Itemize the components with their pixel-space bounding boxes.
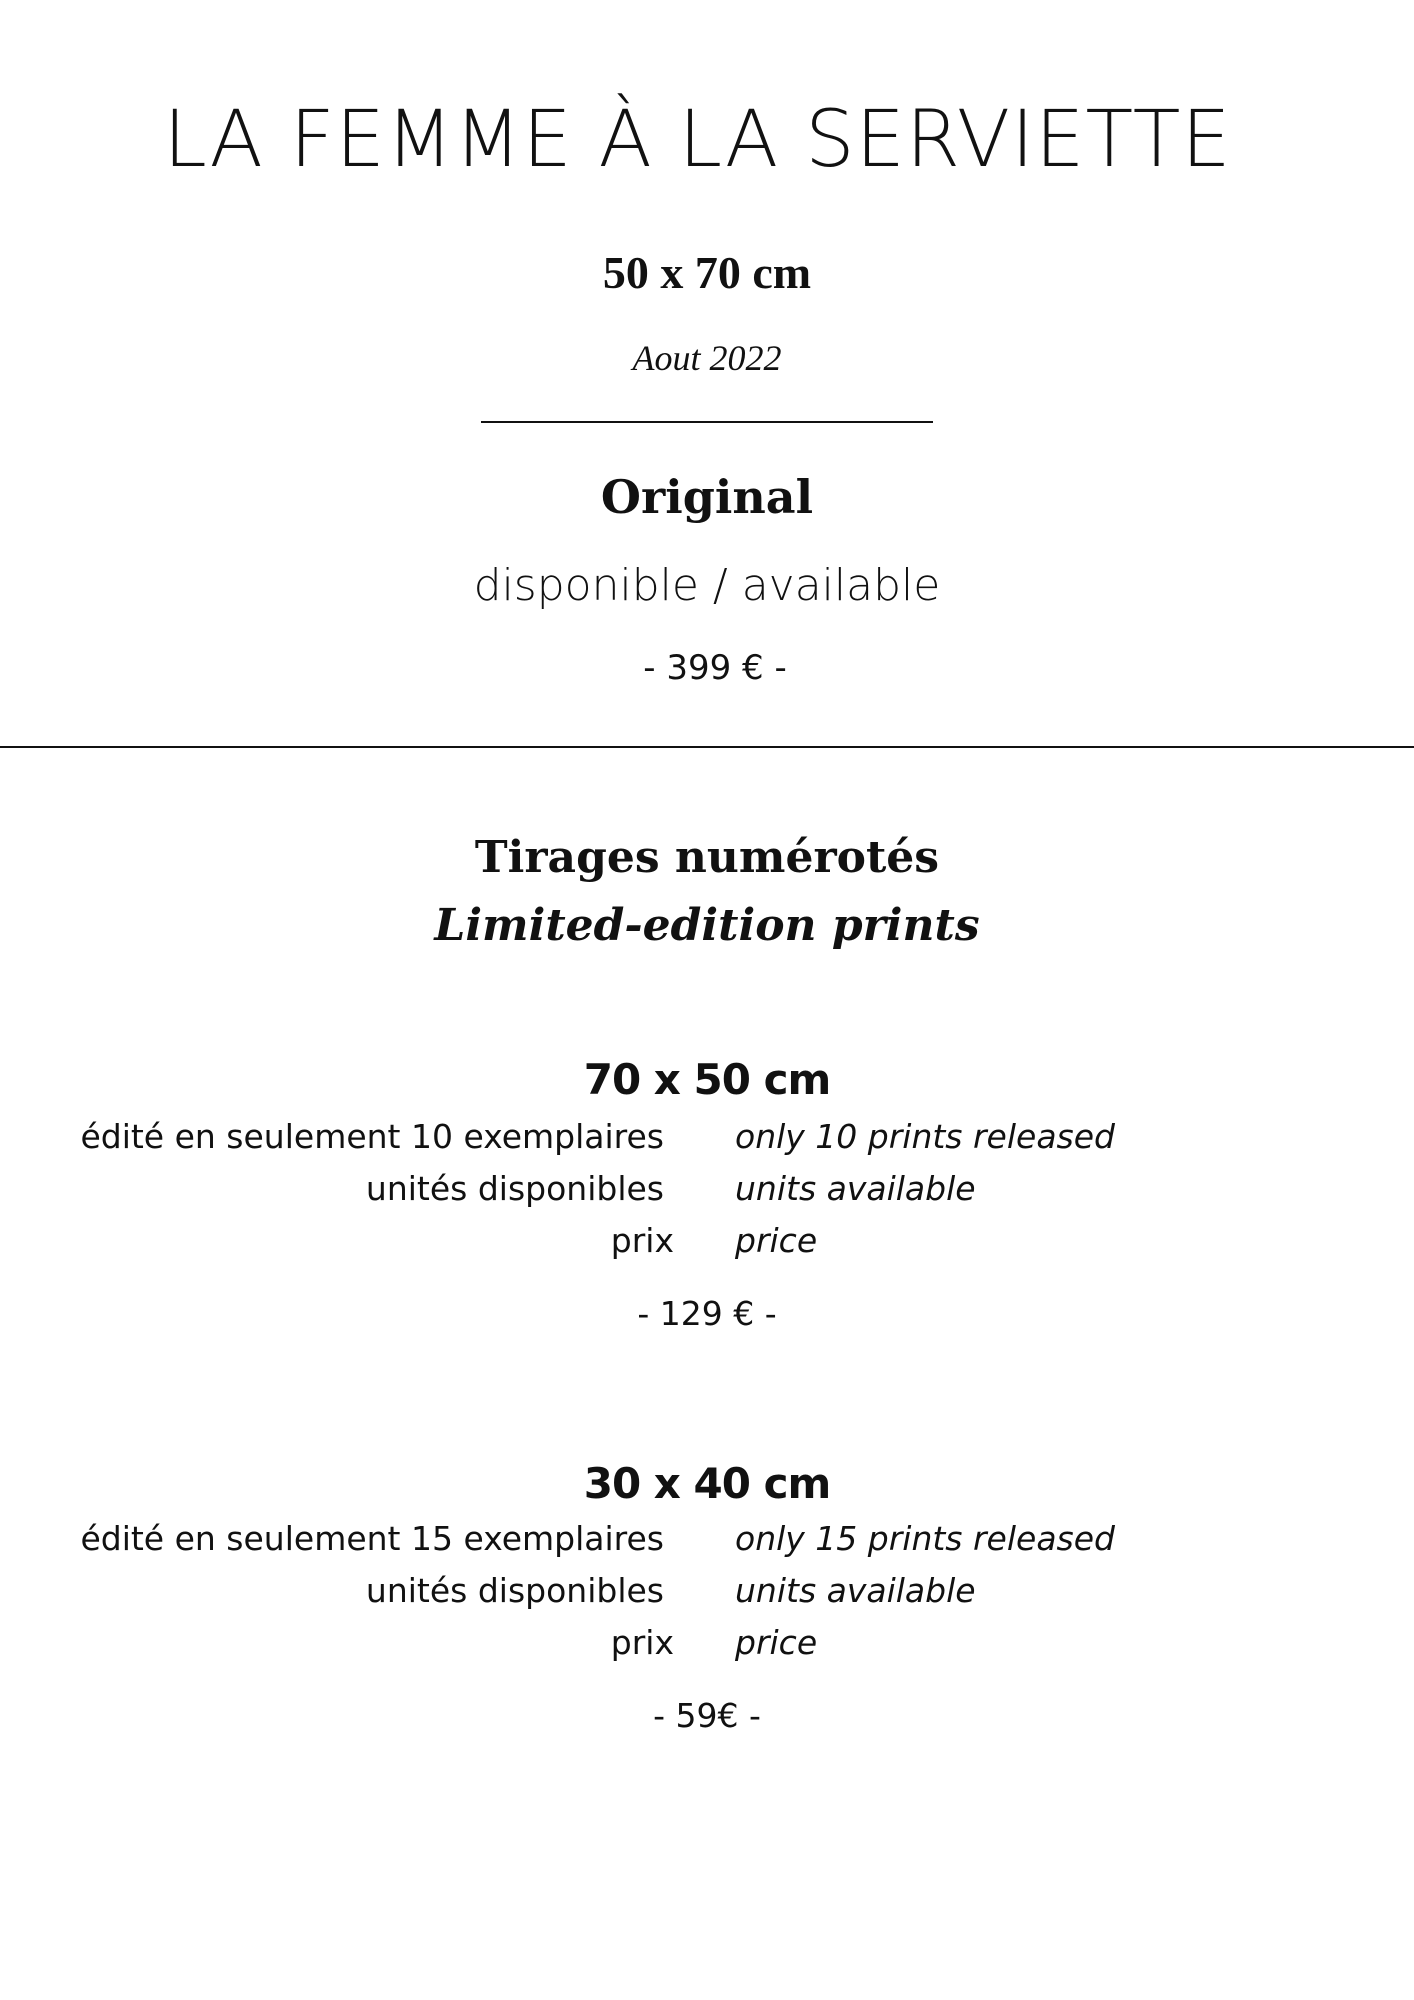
edition-units-en: units available <box>735 1571 976 1610</box>
edition-units-en: units available <box>735 1169 976 1208</box>
section-divider <box>0 746 1414 748</box>
edition-released-fr: édité en seulement 10 exemplaires <box>80 1117 664 1156</box>
edition-released-row <box>0 1519 1414 1559</box>
edition-units-row <box>0 1169 1414 1209</box>
edition-size: 30 x 40 cm <box>583 1459 831 1508</box>
edition-size: 70 x 50 cm <box>583 1055 831 1104</box>
edition-released-en: only 15 prints released <box>735 1519 1115 1558</box>
edition-price-row <box>0 1623 1414 1663</box>
edition-price: - 59€ - <box>653 1696 761 1735</box>
original-heading: Original <box>600 470 814 524</box>
edition-price-label-fr: prix <box>610 1623 674 1662</box>
edition-price-row <box>0 1221 1414 1261</box>
edition-price: - 129 € - <box>637 1294 777 1333</box>
edition-units-fr: unités disponibles <box>365 1571 664 1610</box>
page-title: LA FEMME À LA SERVIETTE <box>163 95 1232 185</box>
editions-heading-fr: Tirages numérotés <box>474 832 940 883</box>
edition-price-label-en: price <box>735 1623 818 1662</box>
edition-released-row <box>0 1117 1414 1157</box>
artwork-size: 50 x 70 cm <box>602 247 812 298</box>
edition-units-row <box>0 1571 1414 1611</box>
edition-released-fr: édité en seulement 15 exemplaires <box>80 1519 664 1558</box>
artwork-date: Aout 2022 <box>632 338 782 378</box>
original-price: - 399 € - <box>643 648 787 688</box>
edition-units-fr: unités disponibles <box>365 1169 664 1208</box>
editions-heading-en: Limited-edition prints <box>434 900 980 951</box>
short-divider <box>481 421 933 423</box>
original-availability: disponible / available <box>473 560 941 611</box>
edition-released-en: only 10 prints released <box>735 1117 1115 1156</box>
edition-price-label-fr: prix <box>610 1221 674 1260</box>
edition-price-label-en: price <box>735 1221 818 1260</box>
